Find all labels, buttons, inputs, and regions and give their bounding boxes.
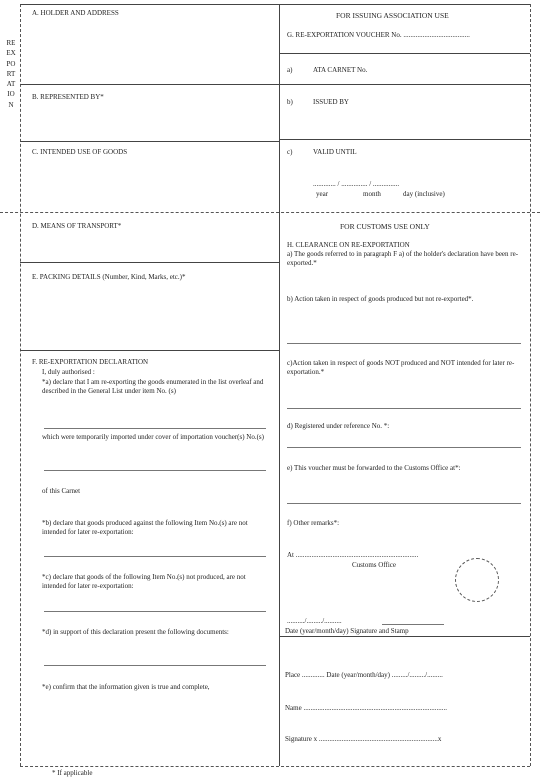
- customs-date-signature-label: Date (year/month/day) Signature and Stamp: [285, 627, 409, 635]
- f-dotline-voucher: [44, 470, 266, 471]
- f-declaration-d: *d) in support of this declaration present the following documents:: [42, 628, 229, 636]
- reexport-voucher-no: G. RE-EXPORTATION VOUCHER No. ......................................: [287, 31, 470, 39]
- clearance-c-dotline: [287, 408, 521, 409]
- customs-signature-line: [382, 624, 444, 625]
- customs-use-title: FOR CUSTOMS USE ONLY: [340, 222, 430, 231]
- stamp-circle: [455, 558, 499, 602]
- customs-date-dots: ........../........./..........: [287, 617, 342, 625]
- item-b-letter: b): [287, 98, 293, 106]
- center-divider: [279, 4, 280, 766]
- clearance-f: f) Other remarks*:: [287, 519, 340, 527]
- valid-until-year: year: [316, 190, 329, 198]
- clearance-d-dotline: [287, 447, 521, 448]
- valid-until-day: day (inclusive): [403, 190, 445, 198]
- f-dotline-b: [44, 556, 266, 557]
- clearance-e-dotline: [287, 503, 521, 504]
- f-dotline-a: [44, 428, 266, 429]
- valid-until-label: VALID UNTIL: [313, 148, 357, 156]
- left-divider-d-e: [20, 262, 280, 263]
- side-label-reexportation: REEXPORTATION: [6, 39, 16, 109]
- f-which-imported: which were temporarily imported under cover of importation voucher(s) No.(s): [42, 433, 264, 441]
- customs-at-line: At ......................................................................: [287, 551, 419, 559]
- left-border: [20, 4, 21, 766]
- section-b-title: B. REPRESENTED BY*: [32, 93, 104, 101]
- f-declaration-a: *a) declare that I am re-exporting the goods enumerated in the list overleaf and described in the General List under item No. (s): [42, 378, 264, 395]
- valid-until-month: month: [363, 190, 381, 198]
- tear-line: [0, 212, 540, 213]
- section-e-title: E. PACKING DETAILS (Number, Kind, Marks, etc.)*: [32, 273, 186, 281]
- f-of-this-carnet: of this Carnet: [42, 487, 81, 495]
- footnote: * If applicable: [52, 769, 93, 777]
- clearance-b: b) Action taken in respect of goods produced but not re-exported*.: [287, 295, 474, 303]
- f-declaration-b: *b) declare that goods produced against the following Item No.(s) are not intended for later re-exportation:: [42, 519, 248, 536]
- left-divider-e-f: [20, 350, 280, 351]
- name-line: Name ..................................................................................: [285, 704, 447, 712]
- customs-office-label: Customs Office: [352, 561, 397, 569]
- clearance-b-dotline: [287, 343, 521, 344]
- f-dotline-c: [44, 611, 266, 612]
- top-border: [20, 4, 530, 5]
- f-dotline-d: [44, 665, 266, 666]
- section-c-title: C. INTENDED USE OF GOODS: [32, 148, 128, 156]
- right-divider-a-b: [280, 84, 530, 85]
- f-declaration-e: *e) confirm that the information given is true and complete,: [42, 683, 210, 691]
- clearance-a: a) The goods referred to in paragraph F a) of the holder's declaration have been re-exported.*: [287, 250, 519, 267]
- item-c-letter: c): [287, 148, 293, 156]
- section-a-title: A. HOLDER AND ADDRESS: [32, 9, 119, 17]
- section-d-title: D. MEANS OF TRANSPORT*: [32, 222, 122, 230]
- f-authorised: I, duly authorised :: [42, 368, 95, 376]
- clearance-d: d) Registered under reference No. *:: [287, 422, 390, 430]
- association-use-title: FOR ISSUING ASSOCIATION USE: [336, 11, 449, 20]
- issued-by-label: ISSUED BY: [313, 98, 349, 106]
- signature-line: Signature x ....................................................................x: [285, 735, 442, 743]
- clearance-title: H. CLEARANCE ON RE-EXPORTATION: [287, 241, 410, 249]
- right-border: [530, 4, 531, 766]
- right-divider-b-c: [280, 139, 530, 140]
- bottom-border: [20, 766, 530, 767]
- place-date-line: Place ............. Date (year/month/day) ........./........./.........: [285, 671, 443, 679]
- ata-carnet-no-label: ATA CARNET No.: [313, 66, 368, 74]
- section-f-title: F. RE-EXPORTATION DECLARATION: [32, 358, 149, 366]
- left-divider-a-b: [20, 84, 280, 85]
- clearance-c: c)Action taken in respect of goods NOT produced and NOT intended for later re-exportation.*: [287, 359, 515, 376]
- left-divider-b-c: [20, 141, 280, 142]
- item-a-letter: a): [287, 66, 293, 74]
- valid-until-date-dots: ............. / ............... / ...............: [313, 180, 400, 188]
- right-divider-g-a: [280, 53, 530, 54]
- right-divider-customs-place: [280, 636, 530, 637]
- f-declaration-c: *c) declare that goods of the following Item No.(s) not produced, are not intended for later re-exportation:: [42, 573, 246, 590]
- clearance-e: e) This voucher must be forwarded to the Customs Office at*:: [287, 464, 461, 472]
